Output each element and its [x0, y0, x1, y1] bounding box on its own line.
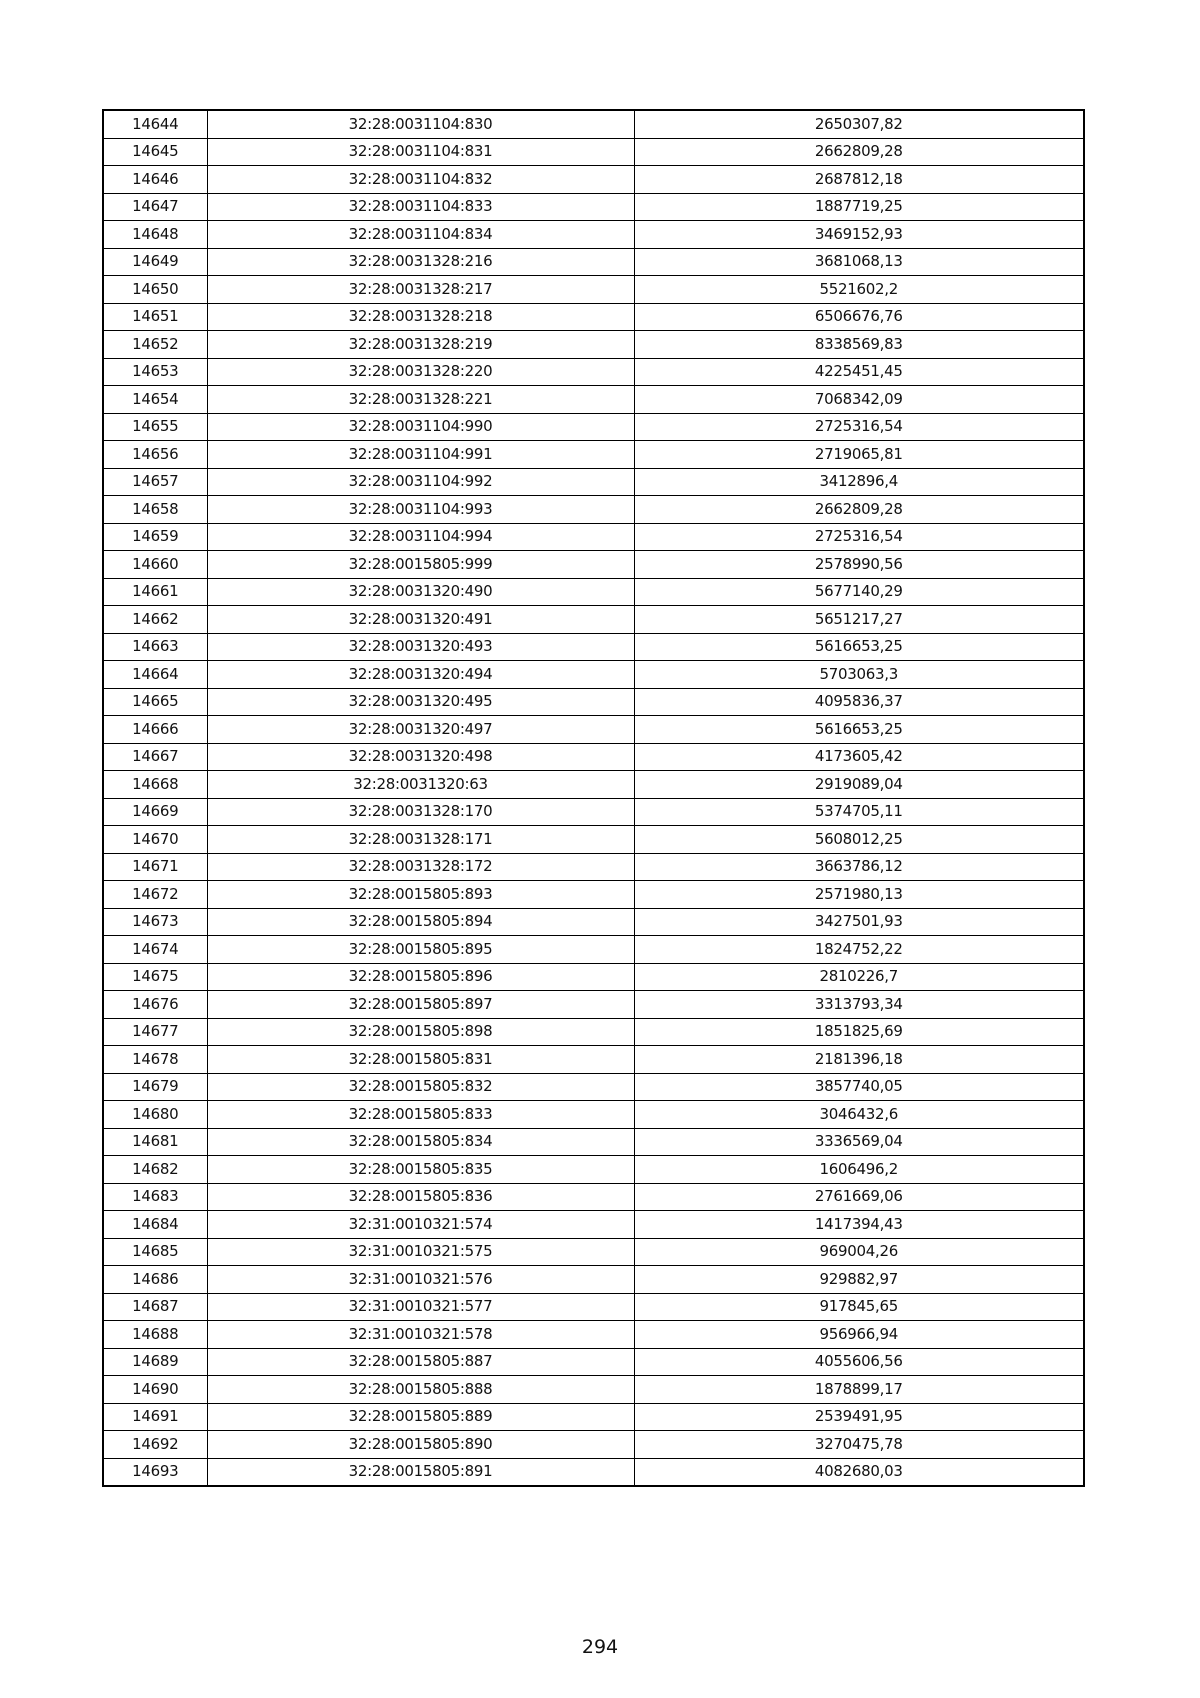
cadastral-value-cell: 5703063,3 — [634, 661, 1084, 689]
table-row — [103, 496, 1084, 524]
row-number-cell: 14676 — [103, 991, 207, 1019]
table-row — [103, 1431, 1084, 1459]
table-row — [103, 1211, 1084, 1239]
table-row — [103, 248, 1084, 276]
cadastral-value-cell: 3046432,6 — [634, 1101, 1084, 1129]
cadastral-value-cell: 929882,97 — [634, 1266, 1084, 1294]
row-number-cell: 14688 — [103, 1321, 207, 1349]
table-row — [103, 110, 1084, 138]
table-row — [103, 221, 1084, 249]
row-number-cell: 14672 — [103, 881, 207, 909]
page-number: 294 — [581, 1636, 619, 1658]
table-row — [103, 606, 1084, 634]
cadastral-number-cell: 32:28:0015805:836 — [207, 1183, 634, 1211]
row-number-cell: 14651 — [103, 303, 207, 331]
table-row — [103, 1101, 1084, 1129]
cadastral-number-cell: 32:28:0031104:992 — [207, 468, 634, 496]
table-row — [103, 826, 1084, 854]
table-row — [103, 441, 1084, 469]
table-row — [103, 1348, 1084, 1376]
cadastral-value-cell: 1878899,17 — [634, 1376, 1084, 1404]
cadastral-number-cell: 32:28:0015805:894 — [207, 908, 634, 936]
table-row — [103, 1183, 1084, 1211]
cadastral-number-cell: 32:28:0031104:831 — [207, 138, 634, 166]
table-row — [103, 1238, 1084, 1266]
row-number-cell: 14663 — [103, 633, 207, 661]
cadastral-number-cell: 32:28:0031328:218 — [207, 303, 634, 331]
row-number-cell: 14681 — [103, 1128, 207, 1156]
row-number-cell: 14680 — [103, 1101, 207, 1129]
cadastral-number-cell: 32:31:0010321:574 — [207, 1211, 634, 1239]
row-number-cell: 14674 — [103, 936, 207, 964]
row-number-cell: 14647 — [103, 193, 207, 221]
table-row — [103, 413, 1084, 441]
row-number-cell: 14675 — [103, 963, 207, 991]
table-row — [103, 1321, 1084, 1349]
cadastral-number-cell: 32:28:0031328:219 — [207, 331, 634, 359]
table-row — [103, 551, 1084, 579]
row-number-cell: 14685 — [103, 1238, 207, 1266]
table-row — [103, 963, 1084, 991]
table-row — [103, 1156, 1084, 1184]
row-number-cell: 14692 — [103, 1431, 207, 1459]
table-body — [103, 110, 1084, 1486]
row-number-cell: 14656 — [103, 441, 207, 469]
table-row — [103, 276, 1084, 304]
cadastral-number-cell: 32:28:0015805:895 — [207, 936, 634, 964]
cadastral-value-cell: 1887719,25 — [634, 193, 1084, 221]
cadastral-number-cell: 32:28:0015805:891 — [207, 1458, 634, 1486]
cadastral-number-cell: 32:28:0031104:993 — [207, 496, 634, 524]
cadastral-number-cell: 32:28:0031328:170 — [207, 798, 634, 826]
row-number-cell: 14646 — [103, 166, 207, 194]
cadastral-number-cell: 32:28:0031328:216 — [207, 248, 634, 276]
table-row — [103, 523, 1084, 551]
table-row — [103, 661, 1084, 689]
row-number-cell: 14655 — [103, 413, 207, 441]
row-number-cell: 14657 — [103, 468, 207, 496]
row-number-cell: 14644 — [103, 110, 207, 138]
cadastral-value-cell: 3270475,78 — [634, 1431, 1084, 1459]
cadastral-number-cell: 32:28:0031104:990 — [207, 413, 634, 441]
cadastral-number-cell: 32:28:0015805:832 — [207, 1073, 634, 1101]
cadastral-value-cell: 2725316,54 — [634, 523, 1084, 551]
table-row — [103, 881, 1084, 909]
table-row — [103, 193, 1084, 221]
table-row — [103, 798, 1084, 826]
cadastral-number-cell: 32:28:0031320:63 — [207, 771, 634, 799]
cadastral-number-cell: 32:28:0015805:833 — [207, 1101, 634, 1129]
cadastral-value-cell: 6506676,76 — [634, 303, 1084, 331]
cadastral-number-cell: 32:28:0031320:493 — [207, 633, 634, 661]
row-number-cell: 14683 — [103, 1183, 207, 1211]
cadastral-number-cell: 32:28:0015805:890 — [207, 1431, 634, 1459]
cadastral-value-cell: 8338569,83 — [634, 331, 1084, 359]
row-number-cell: 14662 — [103, 606, 207, 634]
cadastral-number-cell: 32:31:0010321:576 — [207, 1266, 634, 1294]
cadastral-number-cell: 32:28:0031328:172 — [207, 853, 634, 881]
row-number-cell: 14664 — [103, 661, 207, 689]
table-row — [103, 853, 1084, 881]
table-row — [103, 936, 1084, 964]
cadastral-value-cell: 5521602,2 — [634, 276, 1084, 304]
cadastral-number-cell: 32:28:0031320:497 — [207, 716, 634, 744]
row-number-cell: 14678 — [103, 1046, 207, 1074]
table-row — [103, 1046, 1084, 1074]
cadastral-number-cell: 32:28:0015805:887 — [207, 1348, 634, 1376]
cadastral-number-cell: 32:28:0015805:893 — [207, 881, 634, 909]
cadastral-value-cell: 2662809,28 — [634, 496, 1084, 524]
cadastral-value-cell: 1824752,22 — [634, 936, 1084, 964]
table-row — [103, 1018, 1084, 1046]
row-number-cell: 14690 — [103, 1376, 207, 1404]
row-number-cell: 14650 — [103, 276, 207, 304]
row-number-cell: 14667 — [103, 743, 207, 771]
row-number-cell: 14671 — [103, 853, 207, 881]
table-row — [103, 331, 1084, 359]
row-number-cell: 14648 — [103, 221, 207, 249]
cadastral-number-cell: 32:28:0031320:498 — [207, 743, 634, 771]
cadastral-value-cell: 3313793,34 — [634, 991, 1084, 1019]
cadastral-number-cell: 32:28:0031104:830 — [207, 110, 634, 138]
table-row — [103, 633, 1084, 661]
row-number-cell: 14652 — [103, 331, 207, 359]
row-number-cell: 14670 — [103, 826, 207, 854]
row-number-cell: 14682 — [103, 1156, 207, 1184]
cadastral-value-cell: 3412896,4 — [634, 468, 1084, 496]
cadastral-value-cell: 2650307,82 — [634, 110, 1084, 138]
row-number-cell: 14691 — [103, 1403, 207, 1431]
cadastral-number-cell: 32:28:0015805:835 — [207, 1156, 634, 1184]
cadastral-number-cell: 32:28:0031320:490 — [207, 578, 634, 606]
row-number-cell: 14654 — [103, 386, 207, 414]
cadastral-number-cell: 32:28:0031328:221 — [207, 386, 634, 414]
cadastral-value-cell: 4225451,45 — [634, 358, 1084, 386]
table-row — [103, 1293, 1084, 1321]
table-row — [103, 1073, 1084, 1101]
cadastral-value-cell: 2578990,56 — [634, 551, 1084, 579]
cadastral-value-cell: 4055606,56 — [634, 1348, 1084, 1376]
cadastral-value-cell: 3469152,93 — [634, 221, 1084, 249]
cadastral-value-cell: 2919089,04 — [634, 771, 1084, 799]
row-number-cell: 14687 — [103, 1293, 207, 1321]
table-row — [103, 468, 1084, 496]
cadastral-value-cell: 2181396,18 — [634, 1046, 1084, 1074]
cadastral-value-cell: 2687812,18 — [634, 166, 1084, 194]
table-row — [103, 1266, 1084, 1294]
cadastral-value-cell: 3681068,13 — [634, 248, 1084, 276]
cadastral-value-cell: 2662809,28 — [634, 138, 1084, 166]
table-row — [103, 358, 1084, 386]
row-number-cell: 14677 — [103, 1018, 207, 1046]
cadastral-value-cell: 2761669,06 — [634, 1183, 1084, 1211]
table-row — [103, 1376, 1084, 1404]
row-number-cell: 14686 — [103, 1266, 207, 1294]
table-row — [103, 991, 1084, 1019]
table-row — [103, 1458, 1084, 1486]
cadastral-number-cell: 32:28:0015805:896 — [207, 963, 634, 991]
cadastral-value-cell: 5616653,25 — [634, 633, 1084, 661]
row-number-cell: 14659 — [103, 523, 207, 551]
table-row — [103, 578, 1084, 606]
cadastral-value-cell: 917845,65 — [634, 1293, 1084, 1321]
cadastral-value-cell: 4095836,37 — [634, 688, 1084, 716]
table-row — [103, 303, 1084, 331]
table-row — [103, 716, 1084, 744]
cadastral-number-cell: 32:28:0031320:495 — [207, 688, 634, 716]
cadastral-number-cell: 32:28:0031328:220 — [207, 358, 634, 386]
cadastral-value-cell: 1851825,69 — [634, 1018, 1084, 1046]
row-number-cell: 14645 — [103, 138, 207, 166]
row-number-cell: 14649 — [103, 248, 207, 276]
row-number-cell: 14665 — [103, 688, 207, 716]
cadastral-value-cell: 2725316,54 — [634, 413, 1084, 441]
cadastral-number-cell: 32:28:0015805:999 — [207, 551, 634, 579]
cadastral-number-cell: 32:28:0015805:898 — [207, 1018, 634, 1046]
table-row — [103, 386, 1084, 414]
cadastral-number-cell: 32:28:0031104:832 — [207, 166, 634, 194]
cadastral-number-cell: 32:28:0031320:491 — [207, 606, 634, 634]
cadastral-number-cell: 32:28:0031104:991 — [207, 441, 634, 469]
cadastral-number-cell: 32:28:0031104:834 — [207, 221, 634, 249]
cadastre-value-table — [102, 109, 1085, 1487]
cadastral-number-cell: 32:31:0010321:575 — [207, 1238, 634, 1266]
row-number-cell: 14689 — [103, 1348, 207, 1376]
table-row — [103, 908, 1084, 936]
cadastral-value-cell: 7068342,09 — [634, 386, 1084, 414]
cadastral-value-cell: 2719065,81 — [634, 441, 1084, 469]
row-number-cell: 14660 — [103, 551, 207, 579]
cadastral-value-cell: 5608012,25 — [634, 826, 1084, 854]
row-number-cell: 14673 — [103, 908, 207, 936]
cadastral-value-cell: 5616653,25 — [634, 716, 1084, 744]
cadastral-value-cell: 4082680,03 — [634, 1458, 1084, 1486]
cadastral-number-cell: 32:28:0031320:494 — [207, 661, 634, 689]
cadastral-value-cell: 1606496,2 — [634, 1156, 1084, 1184]
cadastral-value-cell: 1417394,43 — [634, 1211, 1084, 1239]
cadastral-value-cell: 969004,26 — [634, 1238, 1084, 1266]
cadastral-value-cell: 2810226,7 — [634, 963, 1084, 991]
cadastral-number-cell: 32:28:0015805:897 — [207, 991, 634, 1019]
cadastral-number-cell: 32:28:0015805:834 — [207, 1128, 634, 1156]
table-row — [103, 166, 1084, 194]
cadastral-number-cell: 32:28:0015805:831 — [207, 1046, 634, 1074]
row-number-cell: 14679 — [103, 1073, 207, 1101]
cadastral-value-cell: 3427501,93 — [634, 908, 1084, 936]
row-number-cell: 14653 — [103, 358, 207, 386]
cadastral-number-cell: 32:28:0015805:888 — [207, 1376, 634, 1404]
cadastral-number-cell: 32:28:0031328:217 — [207, 276, 634, 304]
row-number-cell: 14661 — [103, 578, 207, 606]
table-row — [103, 1128, 1084, 1156]
cadastral-value-cell: 956966,94 — [634, 1321, 1084, 1349]
cadastral-number-cell: 32:28:0031104:833 — [207, 193, 634, 221]
cadastral-number-cell: 32:28:0031104:994 — [207, 523, 634, 551]
table-row — [103, 138, 1084, 166]
cadastral-value-cell: 4173605,42 — [634, 743, 1084, 771]
row-number-cell: 14668 — [103, 771, 207, 799]
cadastral-value-cell: 5651217,27 — [634, 606, 1084, 634]
cadastral-number-cell: 32:31:0010321:578 — [207, 1321, 634, 1349]
cadastral-number-cell: 32:28:0031328:171 — [207, 826, 634, 854]
cadastral-value-cell: 5677140,29 — [634, 578, 1084, 606]
cadastral-value-cell: 5374705,11 — [634, 798, 1084, 826]
row-number-cell: 14693 — [103, 1458, 207, 1486]
cadastral-number-cell: 32:28:0015805:889 — [207, 1403, 634, 1431]
cadastral-value-cell: 2571980,13 — [634, 881, 1084, 909]
cadastral-value-cell: 3336569,04 — [634, 1128, 1084, 1156]
table-row — [103, 1403, 1084, 1431]
cadastral-number-cell: 32:31:0010321:577 — [207, 1293, 634, 1321]
cadastral-value-cell: 2539491,95 — [634, 1403, 1084, 1431]
table-row — [103, 688, 1084, 716]
row-number-cell: 14669 — [103, 798, 207, 826]
row-number-cell: 14666 — [103, 716, 207, 744]
row-number-cell: 14684 — [103, 1211, 207, 1239]
table-row — [103, 743, 1084, 771]
cadastral-value-cell: 3663786,12 — [634, 853, 1084, 881]
row-number-cell: 14658 — [103, 496, 207, 524]
table-row — [103, 771, 1084, 799]
cadastral-value-cell: 3857740,05 — [634, 1073, 1084, 1101]
